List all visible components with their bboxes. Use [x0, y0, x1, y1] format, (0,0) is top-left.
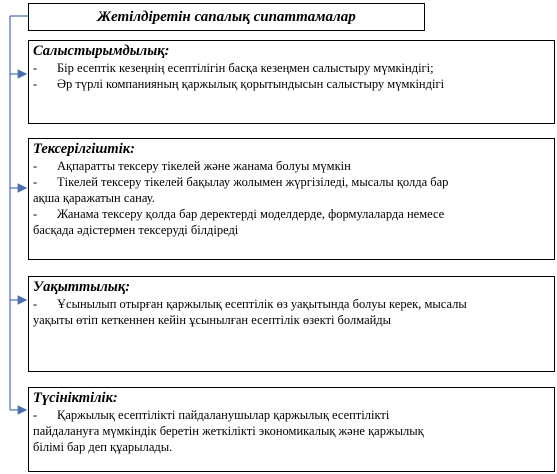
section-heading: Түсініктілік:: [33, 390, 118, 406]
section-comparability: [28, 40, 555, 124]
list-item: - Ұсынылып отырған қаржылық есептілік өз уақытында болуы керек, мысалы уақыты өтіп кеткеннен кейін ұсынылған есептілік өзекті болмайды: [33, 297, 467, 327]
list-item: - Әр түрлі компанияның қаржылық қорытындысын салыстыру мүмкіндігі: [33, 77, 445, 91]
section-heading: Салыстырымдылық:: [33, 43, 170, 59]
section-heading: Тексерілгіштік:: [33, 141, 135, 157]
section-timeliness: [28, 276, 555, 372]
section-heading: Уақыттылық:: [33, 279, 131, 295]
diagram-title: Жетілдіретін сапалық сипаттамалар: [28, 3, 425, 31]
list-item: - Бір есептік кезеңнің есептілігін басқа кезеңмен салыстыру мүмкіндігі;: [33, 61, 434, 75]
list-item: - Қаржылық есептілікті пайдаланушылар қаржылық есептілікті пайдалануға мүмкіндік беретін жеткілікті экономикалық және қаржылық білімі бар деп құарылады.: [33, 408, 424, 454]
section-understandability: [28, 387, 555, 472]
list-item: - Тікелей тексеру тікелей бақылау жолымен жүргізіледі, мысалы қолда бар ақша қаражатын санау.: [33, 175, 449, 205]
section-verifiability: [28, 138, 555, 260]
list-item: - Ақпаратты тексеру тікелей және жанама болуы мүмкін: [33, 159, 351, 173]
list-item: - Жанама тексеру қолда бар деректерді моделдерде, формулаларда немесе басқада әдістермен тексеруді білдіреді: [33, 207, 445, 237]
